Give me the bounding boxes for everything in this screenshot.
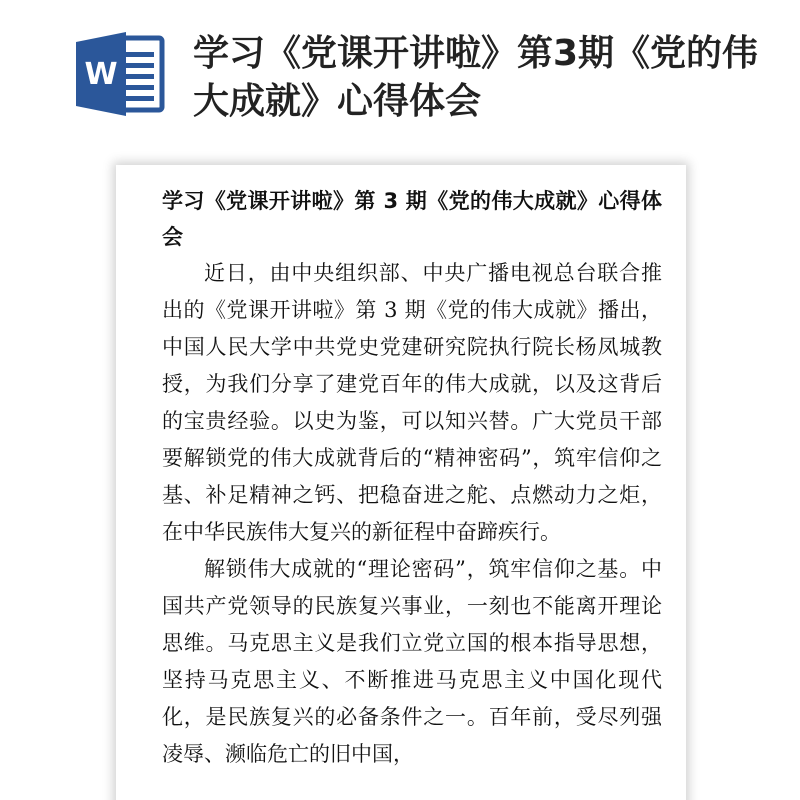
document-paragraph: 近日，由中央组织部、中央广播电视总台联合推出的《党课开讲啦》第 3 期《党的伟大成就》播出，中国人民大学中共党史党建研究院执行院长杨凤城教授，为我们分享了建党百年的伟大成就，以及这背后的宝贵经验。以史为鉴，可以知兴替。广大党员干部要解锁党的伟大成就背后的“精神密码”，筑牢信仰之基、补足精神之钙、把稳奋进之舵、点燃动力之炬，在中华民族伟大复兴的新征程中奋蹄疾行。 xyxy=(162,261,662,544)
svg-text:W: W xyxy=(84,57,118,92)
page-title: 学习《党课开讲啦》第3期《党的伟大成就》心得体会 xyxy=(193,33,759,122)
document-title: 学习《党课开讲啦》第 3 期《党的伟大成就》心得体会 xyxy=(162,189,662,249)
document-paragraph: 解锁伟大成就的“理论密码”，筑牢信仰之基。中国共产党领导的民族复兴事业，一刻也不能离开理论思维。马克思主义是我们立党立国的根本指导思想，坚持马克思主义、不断推进马克思主义中国化现代化，是民族复兴的必备条件之一。百年前，受尽列强凌辱、濒临危亡的旧中国， xyxy=(162,557,662,766)
document-page xyxy=(116,165,686,800)
word-document-icon xyxy=(76,32,166,116)
